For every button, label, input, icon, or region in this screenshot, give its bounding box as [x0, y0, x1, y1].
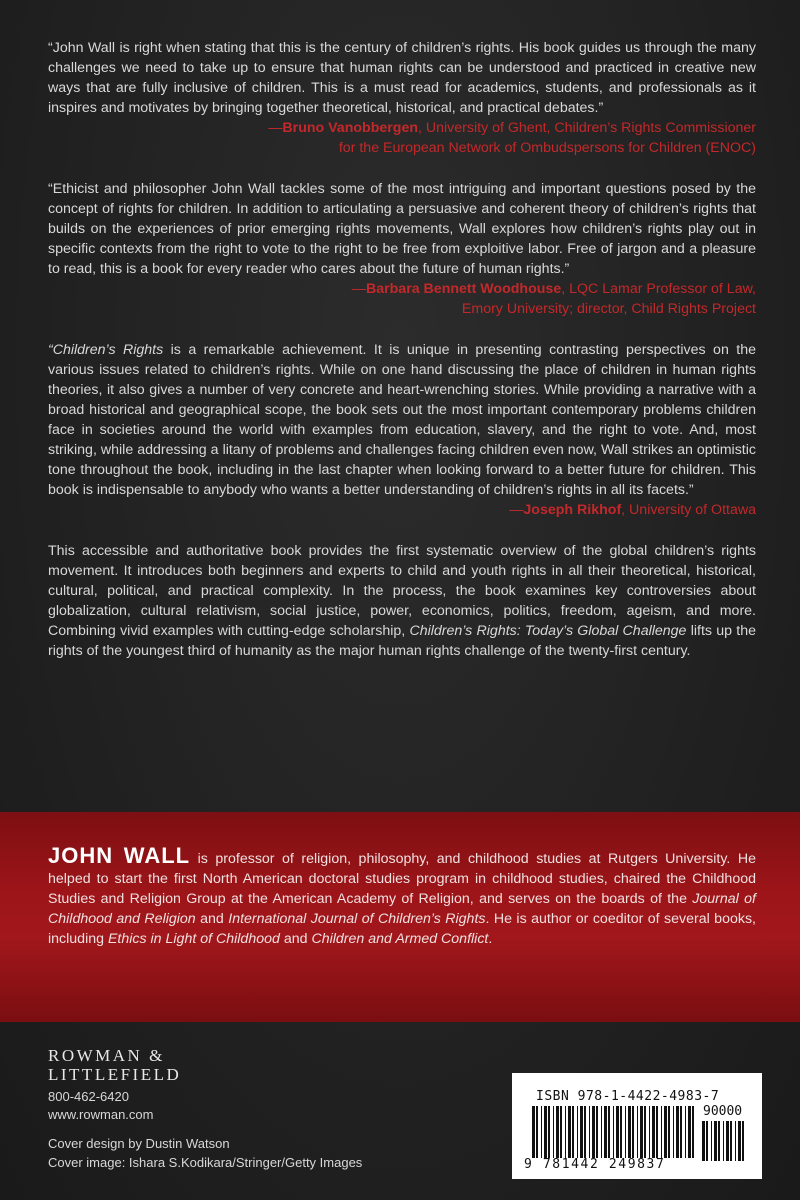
endorsement-3 — [48, 340, 756, 520]
quote-attribution: —Barbara Bennett Woodhouse, LQC Lamar Professor of Law, Emory University; director, Child Rights Project — [351, 281, 756, 317]
author-name: JOHN WALL — [48, 843, 191, 868]
isbn-barcode — [512, 1073, 762, 1179]
endorsements — [48, 38, 756, 661]
publisher-phone: 800-462-6420 — [48, 1089, 129, 1104]
cover-credits — [48, 1134, 468, 1172]
barcode-bars-icon — [532, 1106, 696, 1158]
cover-design-credit: Cover design by Dustin Watson — [48, 1136, 230, 1151]
quote-author: Barbara Bennett Woodhouse — [365, 281, 562, 297]
price-code: 90000 — [703, 1104, 743, 1119]
barcode-digits: 9 781442 249837 — [524, 1157, 666, 1172]
quote-text: “Children’s Rights is a remarkable achievement. It is unique in presenting contrasting perspectives on the various issues related to children’s rights. While on one hand discussing the place of children in human rights theories, it also gives a number of very concrete and heart-wrenching stories. While providing a narrative with a broad historical and geographical scope, the book sets out the most important contemporary problems children face in societies around the world with examples from education, slavery, and the right to vote. And, most striking, while addressing a litany of problems and challenges facing children even now, Wall strikes an optimistic tone throughout the book, including in the last chapter when looking forward to a better future for children. This book is indispensable to anybody who wants a better understanding of children’s rights in all its facets.” — [48, 342, 756, 498]
endorsement-1 — [48, 38, 756, 158]
publisher-info — [48, 1046, 308, 1124]
publisher-logo: ROWMAN & LITTLEFIELD — [48, 1046, 182, 1084]
quote-author: Bruno Vanobbergen — [282, 120, 418, 136]
cover-image-credit: Cover image: Ishara S.Kodikara/Stringer/Getty Images — [48, 1155, 363, 1170]
quote-author: Joseph Rikhof — [523, 502, 622, 518]
quote-attribution: —Joseph Rikhof, University of Ottawa — [509, 502, 756, 518]
barcode-addon-bars-icon — [702, 1121, 748, 1161]
book-description: This accessible and authoritative book provides the first systematic overview of the global children’s rights movement. It introduces both beginners and experts to child and youth rights in all their theoretical, historical, cultural, political, and practical complexity. In the process, the book examines key controversies about globalization, cultural relativism, social justice, power, economics, politics, freedom, ageism, and more. Combining vivid examples with cutting-edge scholarship, Children’s Rights: Today’s Global Challenge lifts up the rights of the youngest third of humanity as the major human rights challenge of the twenty-first century. — [48, 543, 756, 659]
isbn-number: ISBN 978-1-4422-4983-7 — [536, 1089, 720, 1104]
quote-attribution: —Bruno Vanobbergen, University of Ghent, Children’s Rights Commissioner for the European Network of Ombudspersons for Children (ENOC) — [268, 120, 756, 156]
endorsement-2 — [48, 179, 756, 319]
quote-text: “John Wall is right when stating that this is the century of children’s rights. His book guides us through the many challenges we need to take up to ensure that human rights can be understood and practiced in creative new ways that are fully inclusive of children. This is a must read for academics, students, and professionals as it inspires and motivates by bringing together theoretical, historical, and practical debates.” — [48, 40, 756, 116]
quote-text: “Ethicist and philosopher John Wall tackles some of the most intriguing and important questions posed by the concept of rights for children. In addition to articulating a persuasive and coherent theory of children’s rights that builds on the experiences of prior emerging rights movements, Wall explores how children’s rights play out in specific contexts from the right to vote to the right to be free from exploitive labor. Free of jargon and a pleasure to read, this is a book for every reader who cares about the future of human rights.” — [48, 181, 756, 277]
publisher-website: www.rowman.com — [48, 1107, 154, 1122]
author-bio: JOHN WALL is professor of religion, philosophy, and childhood studies at Rutgers University. He helped to start the first North American doctoral studies program in childhood studies, chaired the Childhood Studies and Religion Group at the American Academy of Religion, and serves on the boards of the Journal of Childhood and Religion and International Journal of Children’s Rights. He is author or coeditor of several books, including Ethics in Light of Childhood and Children and Armed Conflict. — [48, 843, 756, 947]
